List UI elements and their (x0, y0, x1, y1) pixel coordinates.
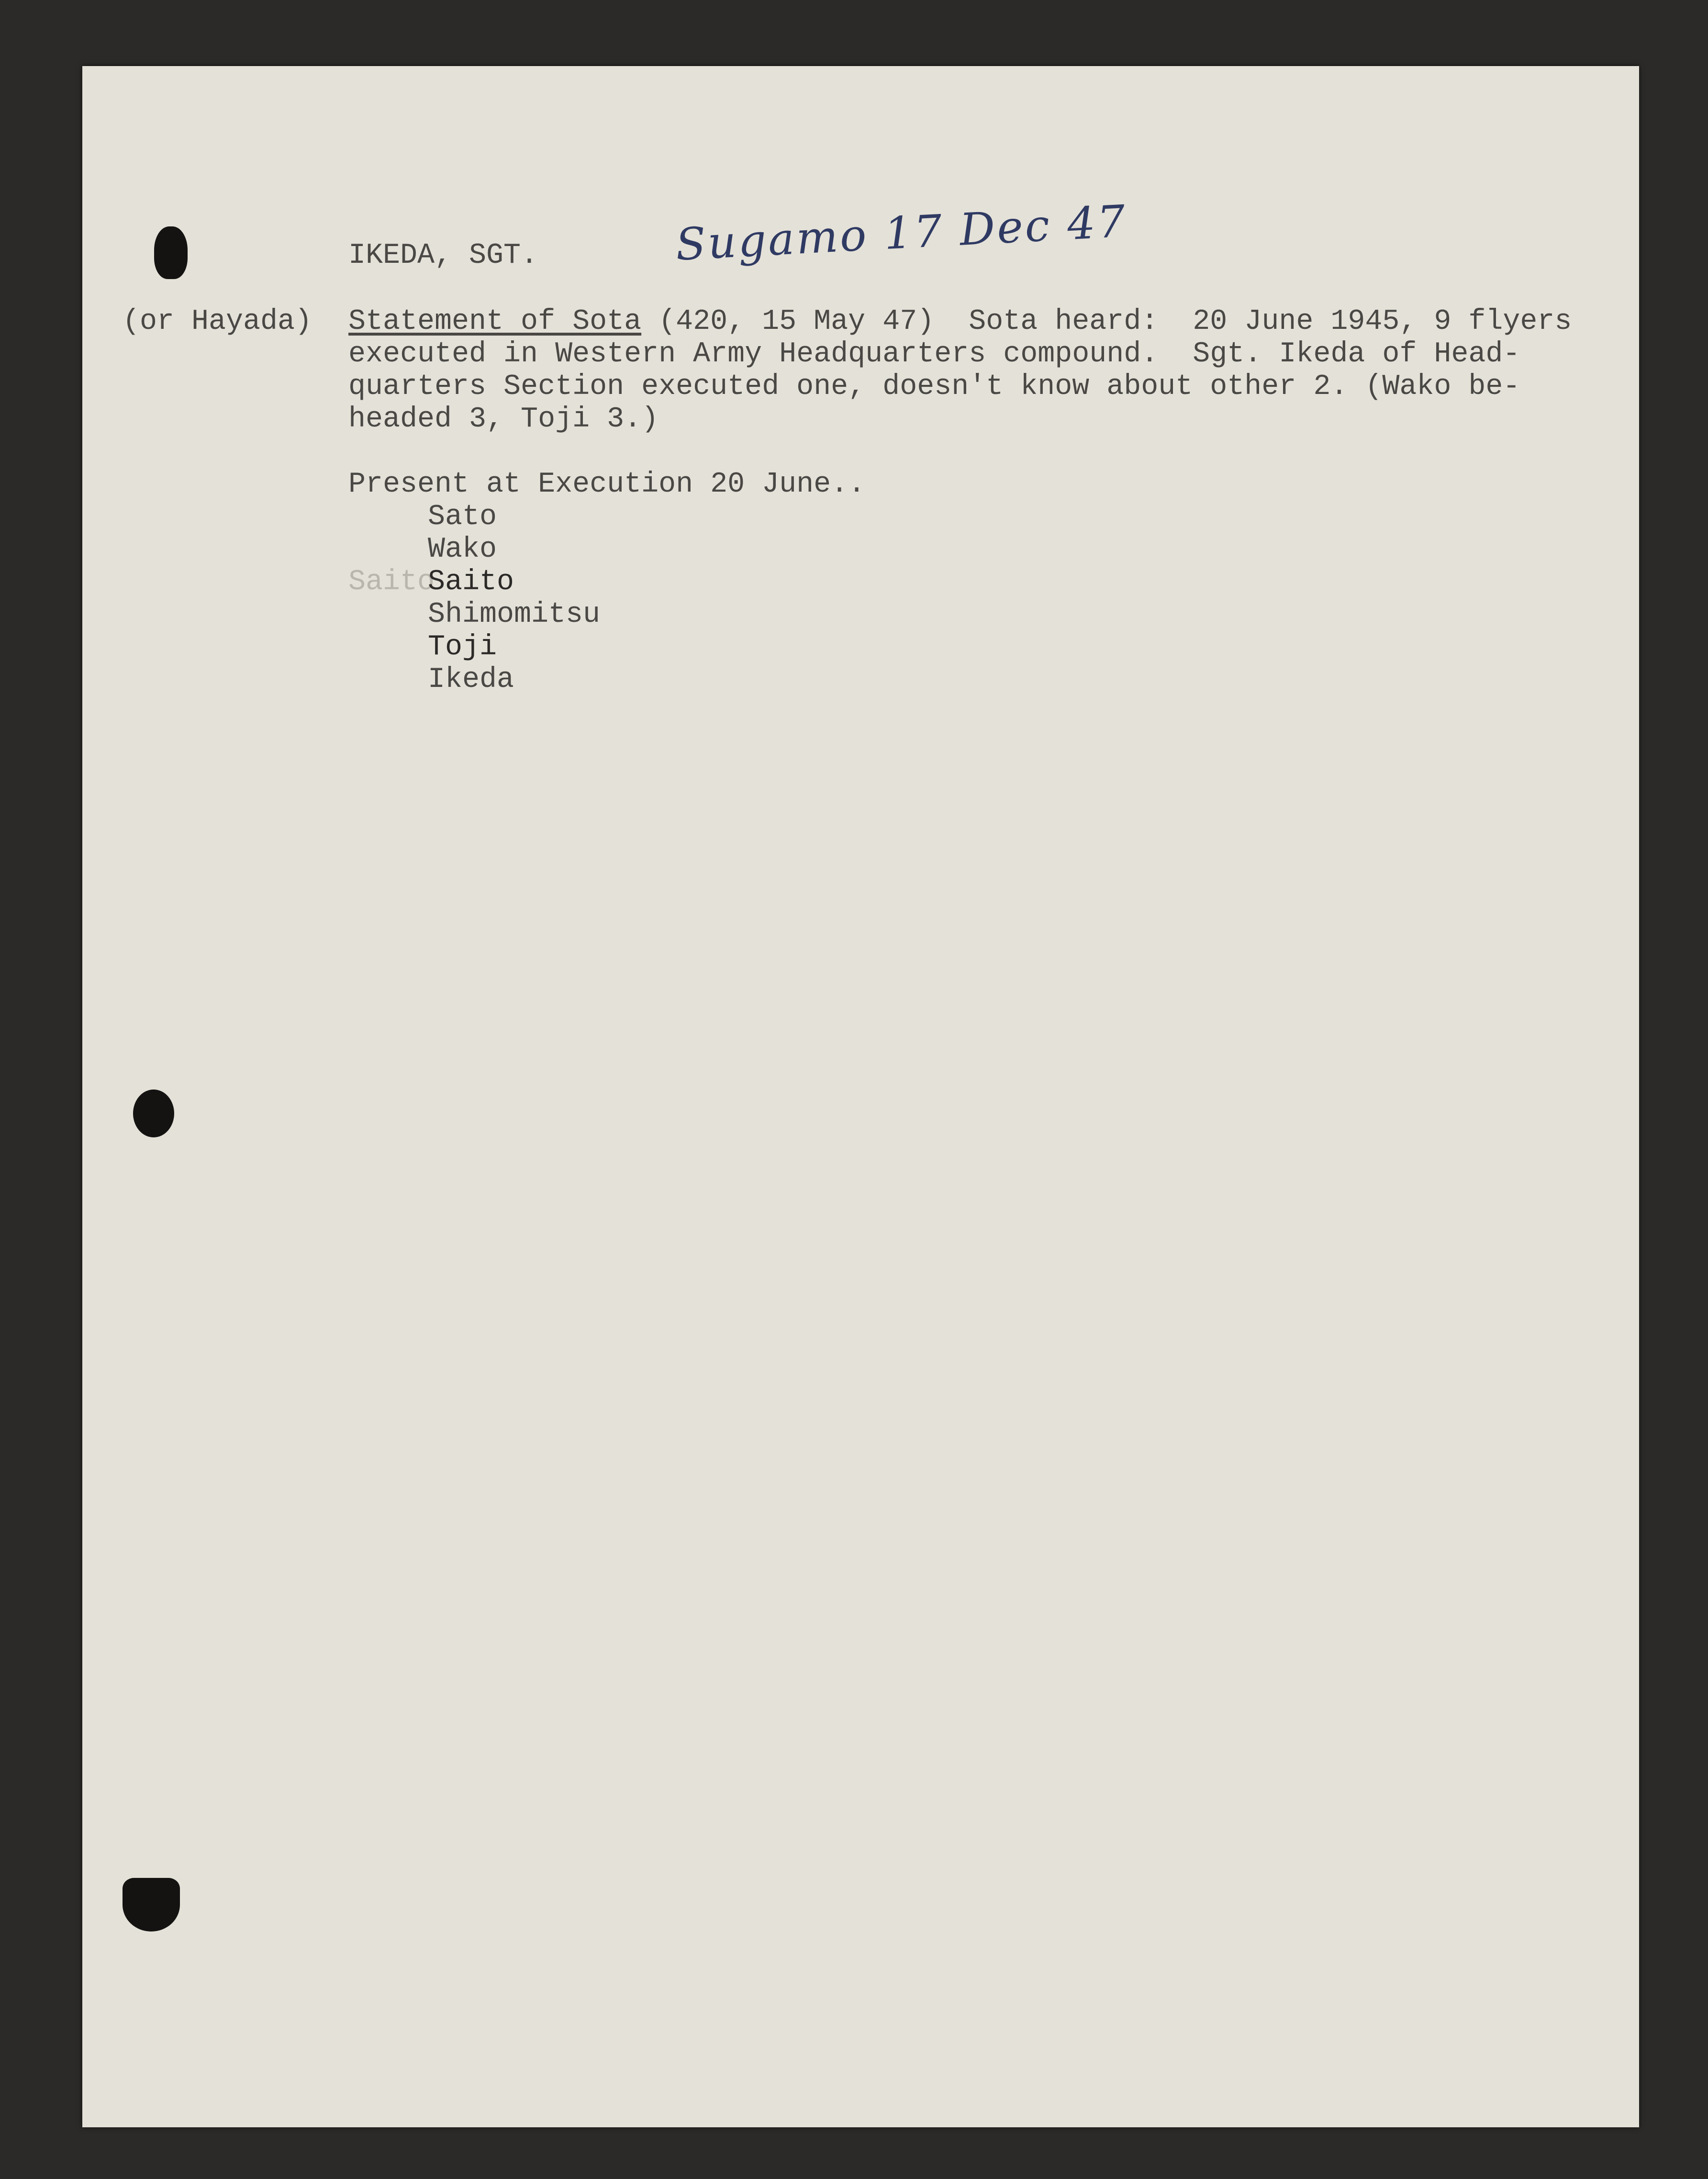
statement-line-1-text: (420, 15 May 47) Sota heard: 20 June 1945, 9 flyers (641, 305, 1572, 338)
statement-line-2: executed in Western Army Headquarters compound. Sgt. Ikeda of Head- (348, 338, 1520, 371)
name-item: Saito (428, 566, 514, 598)
statement-line-3: quarters Section executed one, doesn't know about other 2. (Wako be- (348, 371, 1520, 403)
statement-line-1 (348, 305, 1572, 338)
punch-hole-middle (133, 1090, 174, 1137)
name-item: Ikeda (428, 663, 514, 696)
punch-hole-bottom (123, 1878, 180, 1932)
header-name: IKEDA, SGT. (348, 239, 538, 272)
name-item: Shimomitsu (428, 598, 601, 631)
handwritten-note: Sugamo 17 Dec 47 (674, 195, 1128, 270)
name-item: Toji (428, 631, 497, 663)
punch-hole-top (154, 226, 188, 279)
document-page (82, 66, 1639, 2127)
name-item: Sato (428, 501, 497, 533)
statement-title: Statement of Sota (348, 305, 642, 338)
margin-note: (or Hayada) (123, 305, 313, 338)
present-heading: Present at Execution 20 June.. (348, 468, 866, 501)
statement-line-4: headed 3, Toji 3.) (348, 403, 659, 436)
faint-strikeover: Saito (348, 566, 435, 598)
name-item: Wako (428, 533, 497, 566)
